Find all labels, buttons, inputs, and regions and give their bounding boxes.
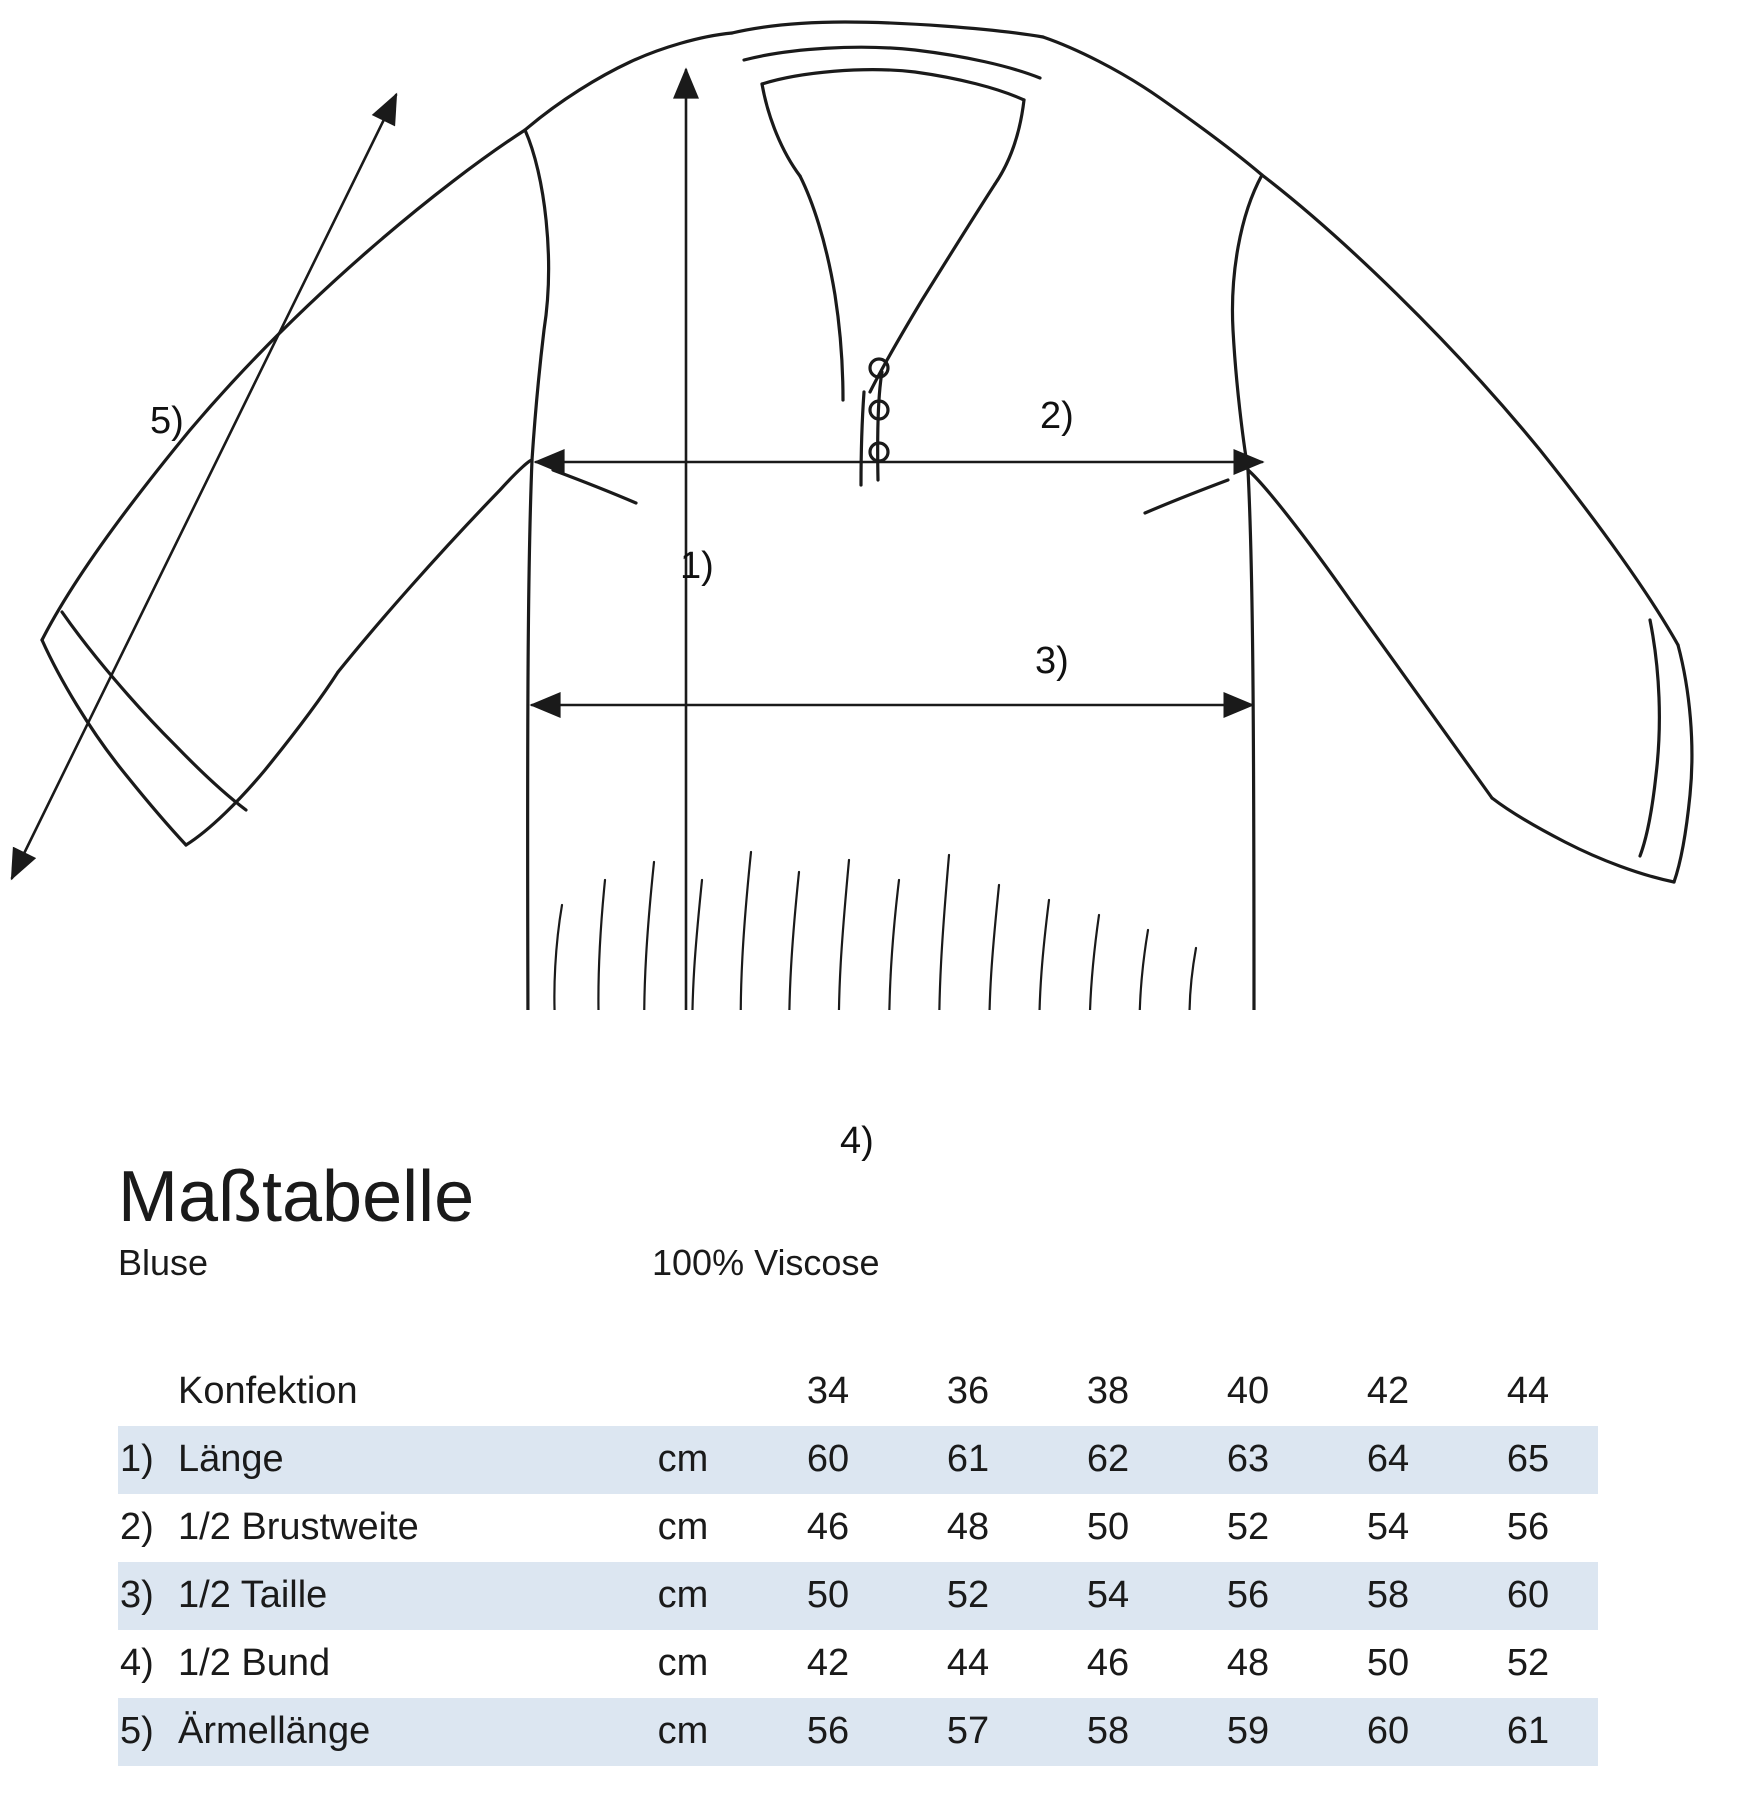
right-armhole: [1232, 175, 1262, 470]
row-value: 58: [1318, 1562, 1458, 1630]
row-index: 5): [118, 1698, 178, 1766]
row-index: 1): [118, 1426, 178, 1494]
header-size-42: 42: [1366, 1370, 1410, 1413]
collar-outer: [744, 47, 1040, 78]
header-size-36: 36: [946, 1370, 990, 1413]
page-title: Maßtabelle: [118, 1157, 475, 1237]
row-unit: cm: [608, 1426, 758, 1494]
table-header-row: [118, 1358, 1598, 1426]
row-value: 42: [806, 1642, 850, 1685]
callout-3: 3): [1035, 640, 1069, 682]
row-value: 50: [1086, 1506, 1130, 1549]
row-value: 44: [946, 1642, 990, 1685]
row-value: 61: [898, 1426, 1038, 1494]
v-neck-right: [870, 184, 995, 392]
header-blank-index: [118, 1358, 178, 1426]
left-sleeve-top: [42, 130, 525, 640]
row-value: 56: [1506, 1506, 1550, 1549]
right-shoulder-seam: [1043, 37, 1262, 175]
row-unit: cm: [608, 1698, 758, 1766]
row-value: 50: [758, 1562, 898, 1630]
collar-right-end: [995, 100, 1024, 184]
row-value: 57: [898, 1698, 1038, 1766]
row-value: 64: [1318, 1426, 1458, 1494]
fabric-composition: 100% Viscose: [652, 1241, 880, 1283]
table-row: [118, 1698, 1598, 1766]
header-size-38: 38: [1086, 1370, 1130, 1413]
callout-5: 5): [150, 400, 184, 442]
left-armhole: [525, 130, 549, 460]
row-value: 52: [898, 1562, 1038, 1630]
garment-name: Bluse: [118, 1241, 209, 1283]
row-label: Ärmellänge: [178, 1698, 608, 1766]
row-label: 1/2 Taille: [178, 1562, 608, 1630]
left-sleeve-under: [338, 460, 532, 672]
row-value: 56: [1178, 1562, 1318, 1630]
right-cuff-seam: [1640, 620, 1659, 856]
right-cuff-outer-edge: [1674, 645, 1692, 882]
size-chart: [0, 1157, 1760, 1766]
row-label: Länge: [178, 1426, 608, 1494]
row-value: 54: [1366, 1506, 1410, 1549]
row-value: 63: [1178, 1426, 1318, 1494]
header-size-44: 44: [1506, 1370, 1550, 1413]
row-value: 52: [1506, 1642, 1550, 1685]
right-side-seam: [1248, 470, 1254, 1010]
row-unit: cm: [657, 1642, 709, 1685]
header-size-label: Konfektion: [178, 1370, 358, 1413]
row-value: 46: [806, 1506, 850, 1549]
table-row: [118, 1494, 1598, 1562]
row-label: 1/2 Brustweite: [178, 1506, 419, 1549]
row-unit: cm: [608, 1562, 758, 1630]
collar-inner: [762, 70, 1024, 100]
row-value: 50: [1366, 1642, 1410, 1685]
shoulder-top-edge: [732, 22, 1043, 37]
row-value: 60: [758, 1426, 898, 1494]
left-cuff-bottom: [186, 672, 338, 845]
right-sleeve-top: [1262, 175, 1678, 645]
table-row: [118, 1630, 1598, 1698]
collar-left-end: [762, 84, 800, 176]
measurement-table: [118, 1358, 1598, 1766]
left-pocket-slit: [553, 470, 636, 503]
row-value: 60: [1318, 1698, 1458, 1766]
row-value: 65: [1458, 1426, 1598, 1494]
row-value: 48: [1226, 1642, 1270, 1685]
row-label: 1/2 Bund: [178, 1642, 331, 1685]
left-cuff-seam: [62, 612, 246, 810]
row-value: 62: [1038, 1426, 1178, 1494]
row-value: 60: [1458, 1562, 1598, 1630]
header-size-34: 34: [806, 1370, 850, 1413]
table-row: [118, 1426, 1598, 1494]
row-value: 56: [758, 1698, 898, 1766]
placket-edge: [878, 372, 882, 480]
header-blank-unit: [608, 1358, 758, 1426]
callout-4: 4): [840, 1120, 874, 1162]
row-index: 4): [120, 1642, 154, 1685]
left-shoulder-seam: [525, 33, 732, 130]
placket-left: [800, 176, 843, 400]
row-value: 54: [1038, 1562, 1178, 1630]
row-index: 2): [120, 1506, 154, 1549]
row-value: 52: [1226, 1506, 1270, 1549]
placket-center: [861, 392, 864, 485]
sheet-subheader: [118, 1242, 1760, 1298]
table-row: [118, 1562, 1598, 1630]
right-cuff-bottom: [1492, 798, 1674, 882]
right-sleeve-under: [1248, 470, 1492, 798]
row-unit: cm: [657, 1506, 709, 1549]
header-size-40: 40: [1226, 1370, 1270, 1413]
row-value: 61: [1458, 1698, 1598, 1766]
right-pocket-slit: [1145, 480, 1228, 513]
arrow-sleeve-5: [12, 95, 396, 878]
callout-2: 2): [1040, 395, 1074, 437]
row-value: 48: [946, 1506, 990, 1549]
left-side-seam: [528, 460, 532, 1010]
row-value: 46: [1086, 1642, 1130, 1685]
row-value: 58: [1038, 1698, 1178, 1766]
callout-1: 1): [680, 545, 714, 587]
row-value: 59: [1178, 1698, 1318, 1766]
row-index: 3): [118, 1562, 178, 1630]
hem-gathers: [554, 852, 1196, 1010]
